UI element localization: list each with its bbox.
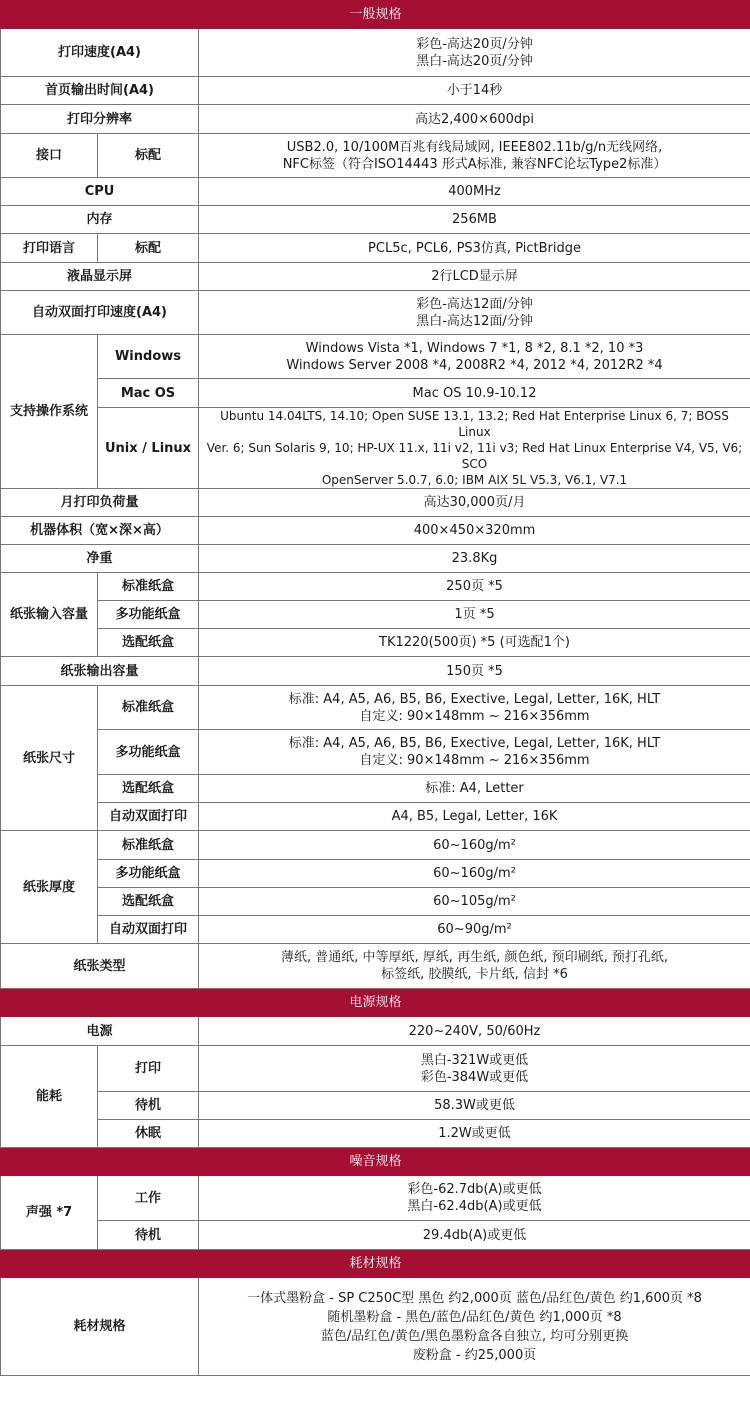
row-label: 电源: [1, 1017, 199, 1046]
table-row: [1, 545, 750, 573]
row-value: 58.3W或更低: [199, 1092, 750, 1120]
table-row: [1, 730, 750, 775]
table-row: [1, 234, 750, 263]
row-sublabel: 多功能纸盒: [98, 730, 199, 775]
row-label: 打印速度(A4): [1, 29, 199, 77]
row-value: 60~90g/m²: [199, 916, 750, 944]
table-row: [1, 657, 750, 686]
row-value: 标准: A4, A5, A6, B5, B6, Exective, Legal, Letter, 16K, HLT 自定义: 90×148mm ~ 216×356mm: [199, 730, 750, 775]
row-sublabel: 标准纸盒: [98, 686, 199, 730]
table-row: [1, 263, 750, 291]
table-row: [1, 888, 750, 916]
row-sublabel: 待机: [98, 1221, 199, 1250]
row-label: 首页输出时间(A4): [1, 77, 199, 105]
row-value: 彩色-高达20页/分钟 黑白-高达20页/分钟: [199, 29, 750, 77]
table-row: [1, 1046, 750, 1092]
table-row: [1, 77, 750, 105]
row-label: 接口: [1, 134, 98, 178]
row-value: 彩色-62.7db(A)或更低 黑白-62.4db(A)或更低: [199, 1176, 750, 1221]
row-value: 23.8Kg: [199, 545, 750, 573]
table-row: [1, 573, 750, 601]
row-value: 60~105g/m²: [199, 888, 750, 916]
row-sublabel: 多功能纸盒: [98, 860, 199, 888]
table-row: [1, 206, 750, 234]
row-value: 400MHz: [199, 178, 750, 206]
section-title: 电源规格: [1, 989, 750, 1017]
row-value: A4, B5, Legal, Letter, 16K: [199, 803, 750, 831]
row-value: 60~160g/m²: [199, 860, 750, 888]
table-row: [1, 944, 750, 989]
table-row: [1, 517, 750, 545]
section-header-general: [1, 1, 750, 29]
table-row: [1, 134, 750, 178]
row-value: 小于14秒: [199, 77, 750, 105]
row-value: 250页 *5: [199, 573, 750, 601]
table-row: [1, 1221, 750, 1250]
section-header-noise: [1, 1148, 750, 1176]
row-sublabel: 标配: [98, 134, 199, 178]
row-sublabel: 选配纸盒: [98, 775, 199, 803]
row-label: 纸张输出容量: [1, 657, 199, 686]
row-sublabel: 工作: [98, 1176, 199, 1221]
row-label: 纸张尺寸: [1, 686, 98, 831]
row-label: 声强 *7: [1, 1176, 98, 1250]
table-row: [1, 601, 750, 629]
row-value: 2行LCD显示屏: [199, 263, 750, 291]
table-row: [1, 629, 750, 657]
row-label: 能耗: [1, 1046, 98, 1148]
row-sublabel: Windows: [98, 335, 199, 379]
row-value: Ubuntu 14.04LTS, 14.10; Open SUSE 13.1, 13.2; Red Hat Enterprise Linux 6, 7; BOSS Linux Ver. 6; Sun Solaris 9, 10; HP-UX 11.x, 11i v2, 11i v3; Red Hat Linux Enterprise V4, V5, V6; SCO OpenServer 5.0.7, 6.0; IBM AIX 5L V5.3, V6.1, V7.1: [199, 408, 750, 489]
row-value: 高达30,000页/月: [199, 489, 750, 517]
table-row: [1, 916, 750, 944]
row-value: 256MB: [199, 206, 750, 234]
row-label: 机器体积（宽×深×高）: [1, 517, 199, 545]
row-label: 纸张厚度: [1, 831, 98, 944]
row-sublabel: 多功能纸盒: [98, 601, 199, 629]
row-value: 薄纸, 普通纸, 中等厚纸, 厚纸, 再生纸, 颜色纸, 预印刷纸, 预打孔纸, 标签纸, 胶膜纸, 卡片纸, 信封 *6: [199, 944, 750, 989]
table-row: [1, 408, 750, 489]
table-row: [1, 489, 750, 517]
row-label: 打印语言: [1, 234, 98, 263]
row-value: 1.2W或更低: [199, 1120, 750, 1148]
row-sublabel: 打印: [98, 1046, 199, 1092]
row-sublabel: 休眠: [98, 1120, 199, 1148]
row-label: 纸张输入容量: [1, 573, 98, 657]
table-row: [1, 803, 750, 831]
row-sublabel: 标配: [98, 234, 199, 263]
section-title: 一般规格: [1, 1, 750, 29]
table-row: [1, 291, 750, 335]
row-sublabel: Unix / Linux: [98, 408, 199, 489]
row-label: 纸张类型: [1, 944, 199, 989]
row-value: TK1220(500页) *5 (可选配1个): [199, 629, 750, 657]
table-row: [1, 29, 750, 77]
row-value: 29.4db(A)或更低: [199, 1221, 750, 1250]
row-sublabel: 待机: [98, 1092, 199, 1120]
table-row: [1, 1278, 750, 1376]
table-row: [1, 335, 750, 379]
section-header-consumables: [1, 1250, 750, 1278]
table-row: [1, 686, 750, 730]
table-row: [1, 379, 750, 408]
row-label: 净重: [1, 545, 199, 573]
row-value: Windows Vista *1, Windows 7 *1, 8 *2, 8.1 *2, 10 *3 Windows Server 2008 *4, 2008R2 *4, 2012 *4, 2012R2 *4: [199, 335, 750, 379]
section-title: 噪音规格: [1, 1148, 750, 1176]
row-label: 月打印负荷量: [1, 489, 199, 517]
row-value: Mac OS 10.9-10.12: [199, 379, 750, 408]
row-value: 220~240V, 50/60Hz: [199, 1017, 750, 1046]
table-row: [1, 1176, 750, 1221]
row-value: USB2.0, 10/100M百兆有线局域网, IEEE802.11b/g/n无线网络, NFC标签（符合ISO14443 形式A标准, 兼容NFC论坛Type2标准）: [199, 134, 750, 178]
table-row: [1, 105, 750, 134]
row-sublabel: 选配纸盒: [98, 888, 199, 916]
table-row: [1, 1017, 750, 1046]
table-row: [1, 178, 750, 206]
row-sublabel: 自动双面打印: [98, 916, 199, 944]
row-value: 150页 *5: [199, 657, 750, 686]
row-value: 60~160g/m²: [199, 831, 750, 860]
row-label: 耗材规格: [1, 1278, 199, 1376]
section-header-power: [1, 989, 750, 1017]
row-label: 内存: [1, 206, 199, 234]
row-label: 支持操作系统: [1, 335, 98, 489]
row-value: 1页 *5: [199, 601, 750, 629]
row-value: 标准: A4, Letter: [199, 775, 750, 803]
row-label: CPU: [1, 178, 199, 206]
table-row: [1, 1120, 750, 1148]
row-label: 液晶显示屏: [1, 263, 199, 291]
row-sublabel: Mac OS: [98, 379, 199, 408]
row-value: PCL5c, PCL6, PS3仿真, PictBridge: [199, 234, 750, 263]
row-value: 高达2,400×600dpi: [199, 105, 750, 134]
row-label: 自动双面打印速度(A4): [1, 291, 199, 335]
row-sublabel: 标准纸盒: [98, 831, 199, 860]
row-value: 400×450×320mm: [199, 517, 750, 545]
row-sublabel: 选配纸盒: [98, 629, 199, 657]
row-value: 一体式墨粉盒 - SP C250C型 黑色 约2,000页 蓝色/品红色/黄色 约1,600页 *8 随机墨粉盒 - 黑色/蓝色/品红色/黄色 约1,000页 *8 蓝色/品红色/黄色/黑色墨粉盒各自独立, 均可分别更换 废粉盒 - 约25,000页: [199, 1278, 750, 1376]
table-row: [1, 1092, 750, 1120]
table-row: [1, 860, 750, 888]
table-row: [1, 775, 750, 803]
section-title: 耗材规格: [1, 1250, 750, 1278]
row-sublabel: 标准纸盒: [98, 573, 199, 601]
row-sublabel: 自动双面打印: [98, 803, 199, 831]
row-value: 标准: A4, A5, A6, B5, B6, Exective, Legal, Letter, 16K, HLT 自定义: 90×148mm ~ 216×356mm: [199, 686, 750, 730]
table-row: [1, 831, 750, 860]
row-label: 打印分辨率: [1, 105, 199, 134]
row-value: 彩色-高达12面/分钟 黑白-高达12面/分钟: [199, 291, 750, 335]
row-value: 黑白-321W或更低 彩色-384W或更低: [199, 1046, 750, 1092]
